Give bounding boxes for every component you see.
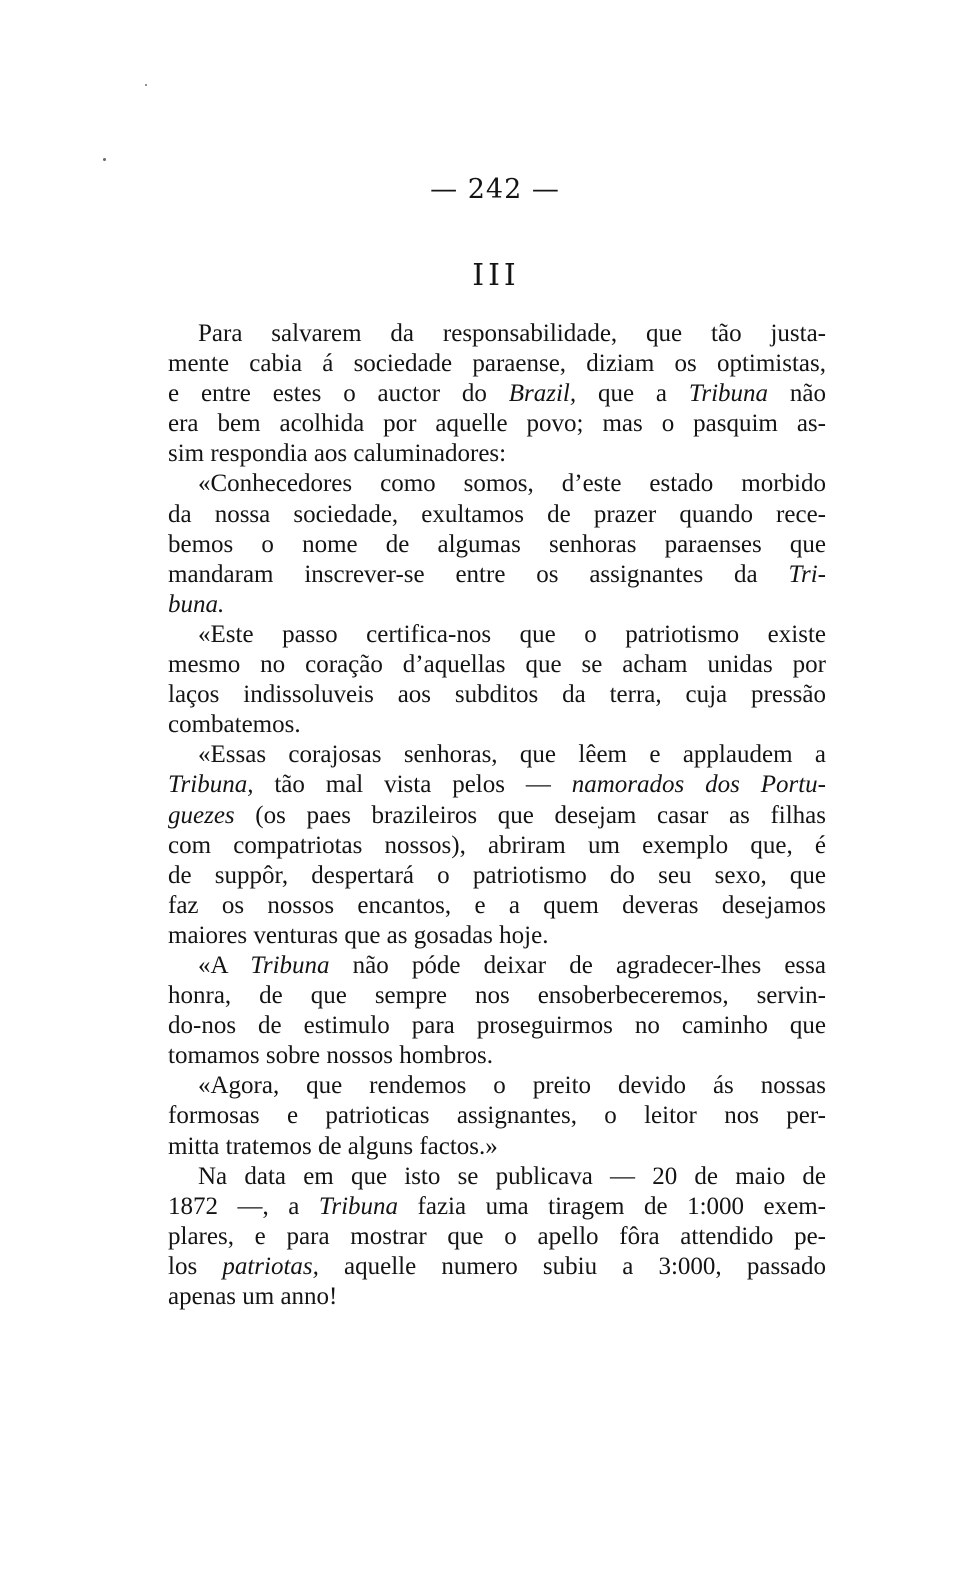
text-line: faz os nossos encantos, e a quem deveras desejamos <box>168 891 826 919</box>
text-line: de suppôr, despertará o patriotismo do seu sexo, que <box>168 861 826 889</box>
text-line: e entre estes o auctor do Brazil, que a Tribuna não <box>168 380 826 408</box>
text-line: maiores venturas que as gosadas hoje. <box>168 921 549 949</box>
text-line: mandaram inscrever-se entre os assignantes da Tri- <box>168 560 826 588</box>
text-line: Na data em que isto se publicava — 20 de maio de <box>198 1162 826 1190</box>
text-line: plares, e para mostrar que o apello fôra attendido pe- <box>168 1222 826 1250</box>
section-heading: III <box>472 258 520 293</box>
text-line: mesmo no coração d’aquellas que se acham unidas por <box>168 651 826 679</box>
page-number: — 242 — <box>430 174 560 205</box>
text-line: «A Tribuna não póde deixar de agradecer-lhes essa <box>198 951 826 979</box>
text-line: do-nos de estimulo para proseguirmos no caminho que <box>168 1012 826 1040</box>
text-line: era bem acolhida por aquelle povo; mas o pasquim as- <box>168 410 826 438</box>
text-line: buna. <box>168 590 225 618</box>
text-line: combatemos. <box>168 711 301 739</box>
text-line: «Conhecedores como somos, d’este estado morbido <box>198 470 826 498</box>
text-line: formosas e patrioticas assignantes, o leitor nos per- <box>168 1102 826 1130</box>
text-line: los patriotas, aquelle numero subiu a 3:000, passado <box>168 1252 826 1280</box>
text-line: sim respondia aos caluminadores: <box>168 440 507 468</box>
text-line: Tribuna, tão mal vista pelos — namorados dos Portu- <box>168 771 826 799</box>
text-line: laços indissoluveis aos subditos da terra, cuja pressão <box>168 681 826 709</box>
text-line: «Este passo certifica-nos que o patriotismo existe <box>198 620 826 648</box>
paper-speck <box>145 84 147 86</box>
text-line: com compatriotas nossos), abriram um exemplo que, é <box>168 831 826 859</box>
text-line: guezes (os paes brazileiros que desejam casar as filhas <box>168 801 826 829</box>
text-line: bemos o nome de algumas senhoras paraenses que <box>168 530 826 558</box>
body-text <box>168 319 826 1312</box>
text-line: «Essas corajosas senhoras, que lêem e applaudem a <box>198 741 826 769</box>
text-line: mitta tratemos de alguns factos.» <box>168 1132 498 1160</box>
text-line: tomamos sobre nossos hombros. <box>168 1042 493 1070</box>
text-line: da nossa sociedade, exultamos de prazer quando rece- <box>168 500 826 528</box>
text-line: «Agora, que rendemos o preito devido ás nossas <box>198 1072 826 1100</box>
paper-speck <box>103 158 106 161</box>
text-line: mente cabia á sociedade paraense, diziam os optimistas, <box>168 350 826 378</box>
text-line: Para salvarem da responsabilidade, que tão justa- <box>198 320 826 347</box>
text-line: apenas um anno! <box>168 1283 338 1310</box>
text-line: 1872 —, a Tribuna fazia uma tiragem de 1:000 exem- <box>168 1192 826 1220</box>
text-line: honra, de que sempre nos ensoberbeceremos, servin- <box>168 982 826 1010</box>
